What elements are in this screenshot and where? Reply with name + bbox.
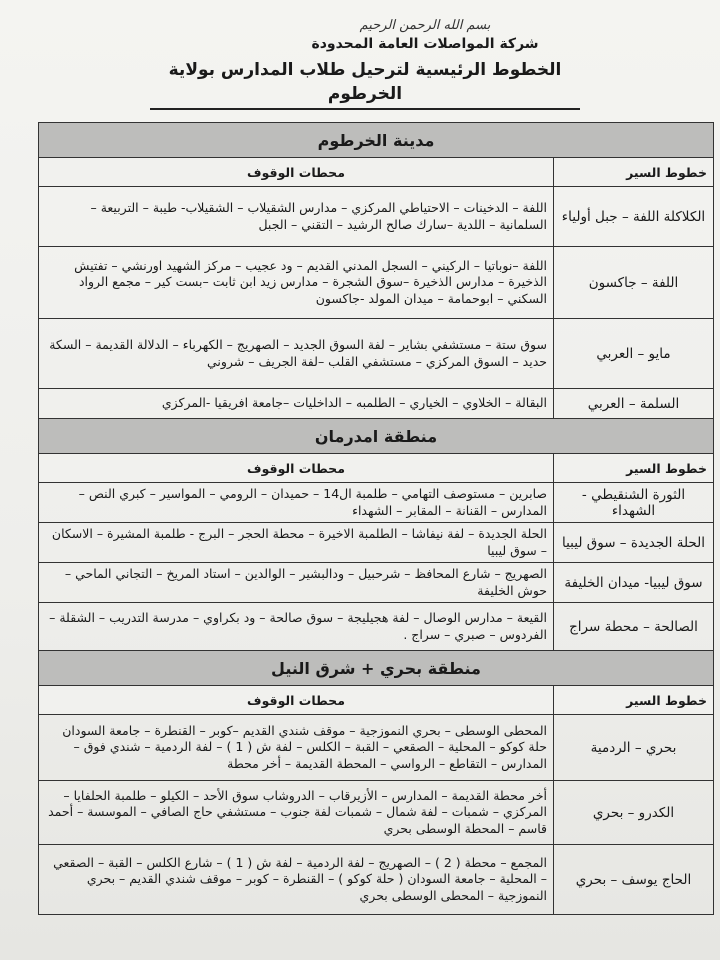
route-cell: سوق ليبيا- ميدان الخليفة [554, 563, 714, 603]
table-row [39, 319, 714, 389]
route-cell: الصالحة – محطة سراج [554, 603, 714, 651]
table-row [39, 389, 714, 419]
section-title: مدينة الخرطوم [39, 123, 714, 158]
section-title: منطقة بحري + شرق النيل [39, 651, 714, 686]
route-cell: الكدرو – بحري [554, 781, 714, 845]
table-row [39, 603, 714, 651]
table-row [39, 563, 714, 603]
table-row [39, 523, 714, 563]
route-cell: بحري – الردمية [554, 715, 714, 781]
stops-cell: اللفة –نوباتيا – الركيني – السجل المدني القديم – ود عجيب – مركز الشهيد اورنشي – تفتيش الذخيرة – مدارس الذخيرة –سوق الشجرة – مدارس زيد ابن ثابت –بست كير – مجمع الرواد السكني – ابوحمامة – ميدان المولد -جاكسون [39, 247, 554, 319]
route-column-header: خطوط السير [554, 158, 714, 187]
column-header-row [39, 158, 714, 187]
stops-cell: الصهريج – شارع المحافظ – شرحبيل – ودالبشير – الوالدين – استاد المريخ – التجاني الماحي – حوش الخليفة [39, 563, 554, 603]
table-row [39, 781, 714, 845]
route-cell: السلمة – العربي [554, 389, 714, 419]
route-column-header: خطوط السير [554, 686, 714, 715]
stops-column-header: محطات الوقوف [39, 158, 554, 187]
company-name: شركة المواصلات العامة المحدودة [311, 36, 539, 52]
stops-cell: الحلة الجديدة – لفة نيفاشا – الطلمبة الاخيرة – محطة الحجر – البرج - طلمبة المشيرة – الاسكان – سوق ليبيا [39, 523, 554, 563]
route-cell: مايو – العربي [554, 319, 714, 389]
section-header [39, 419, 714, 454]
stops-cell: القيعة – مدارس الوصال – لفة هجيليجة – سوق صالحة – ود بكراوي – مدرسة التدريب – الشقلة – الفردوس – صبري – سراج . [39, 603, 554, 651]
column-header-row [39, 686, 714, 715]
table-row [39, 845, 714, 915]
stops-cell: البقالة – الخلاوي – الخياري – الطلمبه – الداخليات –جامعة افريقيا -المركزي [39, 389, 554, 419]
route-cell: الكلاكلة اللفة – جبل أولياء [554, 187, 714, 247]
stops-cell: اللفة – الدخينات – الاحتياطي المركزي – مدارس الشقيلاب – الشقيلاب- طيبة – التربيعة – السلمانية – اللدية –سارك صالح الرشيد – التقني – الجبل [39, 187, 554, 247]
basmala: بسم الله الرحمن الرحيم [359, 18, 491, 33]
table-row [39, 715, 714, 781]
document-title: الخطوط الرئيسية لترحيل طلاب المدارس بولاية الخرطوم [150, 58, 580, 110]
table-row [39, 483, 714, 523]
stops-cell: المحطى الوسطى – بحري النموزجية – موقف شندي القديم –كوبر – القنطرة – جامعة السودان حلة كوكو – المحلية – الصقعي – القبة – الكلس – لفة ش ( 1 ) – لفة الردمية – شندي فوق – المدارس – التقاطع – الرواسي – المحطة القديمة – أخر محطة [39, 715, 554, 781]
route-cell: اللفة – جاكسون [554, 247, 714, 319]
route-cell: الثورة الشنقيطي - الشهداء [554, 483, 714, 523]
table-row [39, 247, 714, 319]
section-header [39, 123, 714, 158]
stops-column-header: محطات الوقوف [39, 686, 554, 715]
table-row [39, 187, 714, 247]
stops-cell: المجمع – محطة ( 2 ) – الصهريج – لفة الردمية – لفة ش ( 1 ) – شارع الكلس – القبة – الصقعي – المحلية – جامعة السودان ( حلة كوكو ) – القنطرة – كوبر – موقف شندي القديم – بحري النموزجية – المحطى الوسطى بحري [39, 845, 554, 915]
stops-cell: سوق ستة – مستشفي بشاير – لفة السوق الجديد – الصهريج – الكهرباء – الدلالة القديمة – السكة حديد – السوق المركزي – مستشفي القلب –لفة الجريف – شروني [39, 319, 554, 389]
column-header-row [39, 454, 714, 483]
routes-table [38, 122, 714, 915]
route-cell: الحاج يوسف – بحري [554, 845, 714, 915]
route-cell: الحلة الجديدة – سوق ليبيا [554, 523, 714, 563]
route-column-header: خطوط السير [554, 454, 714, 483]
stops-cell: أخر محطة القديمة – المدارس – الأزيرقاب – الدروشاب سوق الأحد – الكيلو – طلمبة الحلفايا – المركزي – شمبات – لفة شمال – شمبات لفة جنوب – مستشفي حاج الصافي – الموسسة – أحمد قاسم – المحطة الوسطى بحري [39, 781, 554, 845]
section-title: منطقة امدرمان [39, 419, 714, 454]
stops-cell: صابرين – مستوصف التهامي – طلمبة ال14 – حميدان – الرومي – المواسير – كبري النص – المدارس – القنانة – المقابر – الشهداء [39, 483, 554, 523]
document-header [150, 18, 580, 110]
section-header [39, 651, 714, 686]
stops-column-header: محطات الوقوف [39, 454, 554, 483]
